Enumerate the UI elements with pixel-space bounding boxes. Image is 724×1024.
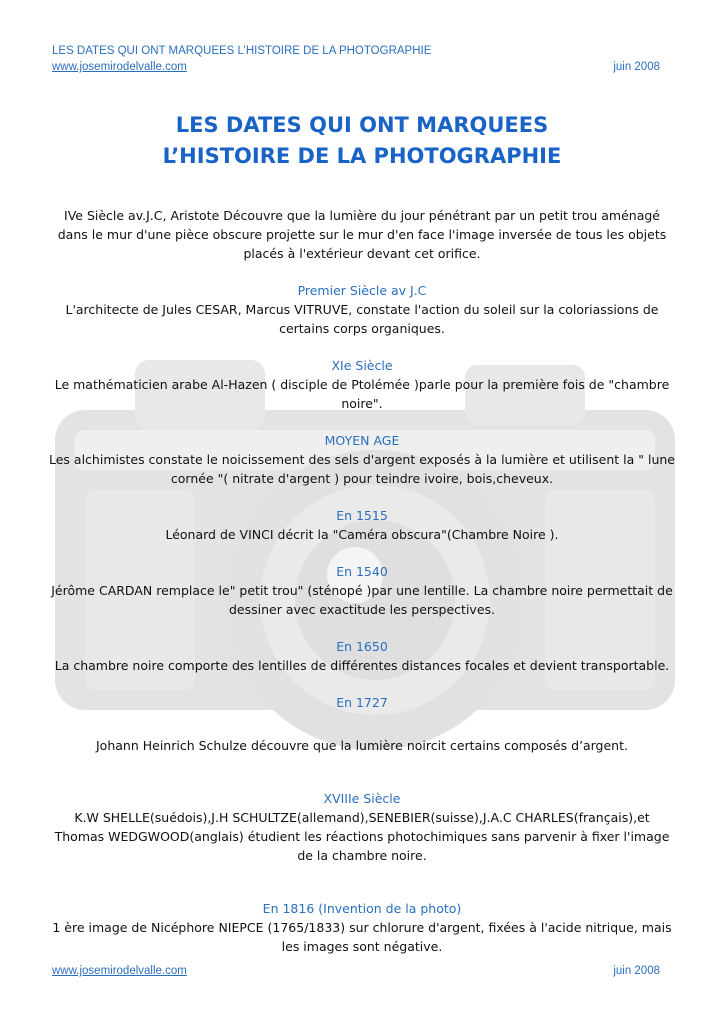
header-website-link[interactable]: www.josemirodelvalle.com <box>52 61 187 73</box>
section-heading: XIe Siècle <box>331 358 393 373</box>
section-text: Jérôme CARDAN remplace le" petit trou" (sténopé )par une lentille. La chambre noire permettait de dessiner avec exactitude les perspectives. <box>51 583 673 617</box>
footer-date: juin 2008 <box>613 965 660 977</box>
footer-website-link[interactable]: www.josemirodelvalle.com <box>52 965 187 977</box>
section-heading: En 1650 <box>336 639 388 654</box>
page-title <box>0 110 724 172</box>
section-heading: En 1727 <box>336 695 388 710</box>
page-title-line-2: L’HISTOIRE DE LA PHOTOGRAPHIE <box>162 144 562 168</box>
section-text: 1 ère image de Nicéphore NIEPCE (1765/1833) sur chlorure d'argent, fixées à l'acide nitrique, mais les images sont négative. <box>52 920 672 954</box>
section-heading: En 1540 <box>336 564 388 579</box>
section-heading: En 1816 (Invention de la photo) <box>262 901 462 916</box>
page-title-line-1: LES DATES QUI ONT MARQUEES <box>175 113 549 137</box>
section-text: Les alchimistes constate le noicissement des sels d'argent exposés à la lumière et utilisent la " lune cornée "( nitrate d'argent ) pour teindre ivoire, bois,cheveux. <box>49 452 675 486</box>
section-text: Johann Heinrich Schulze découvre que la lumière noircit certains composés d’argent. <box>96 738 628 753</box>
header-title: LES DATES QUI ONT MARQUEES L’HISTOIRE DE LA PHOTOGRAPHIE <box>52 45 432 57</box>
section-heading: XVIIIe Siècle <box>323 791 401 806</box>
section-text: K.W SHELLE(suédois),J.H SCHULTZE(allemand),SENEBIER(suisse),J.A.C CHARLES(français),et Thomas WEDGWOOD(anglais) étudient les réactions photochimiques sans parvenir à fixer l'image de la chambre noire. <box>54 810 670 863</box>
header-date: juin 2008 <box>613 61 660 73</box>
section-heading: MOYEN AGE <box>324 433 400 448</box>
section-text: La chambre noire comporte des lentilles de différentes distances focales et devient transportable. <box>54 658 670 673</box>
intro-paragraph: IVe Siècle av.J.C, Aristote Découvre que la lumière du jour pénétrant par un petit trou aménagé dans le mur d'une pièce obscure projette sur le mur d'en face l'image inversée de tous les objets placés à l'extérieur devant cet orifice. <box>57 208 667 261</box>
timeline-content <box>48 206 676 956</box>
section-text: Léonard de VINCI décrit la "Caméra obscura"(Chambre Noire ). <box>165 527 559 542</box>
section-text: Le mathématicien arabe Al-Hazen ( disciple de Ptolémée )parle pour la première fois de "chambre noire". <box>54 377 670 411</box>
section-heading: En 1515 <box>336 508 388 523</box>
section-text: L'architecte de Jules CESAR, Marcus VITRUVE, constate l'action du soleil sur la coloriassions de certains corps organiques. <box>65 302 659 336</box>
section-heading: Premier Siècle av J.C <box>297 283 427 298</box>
